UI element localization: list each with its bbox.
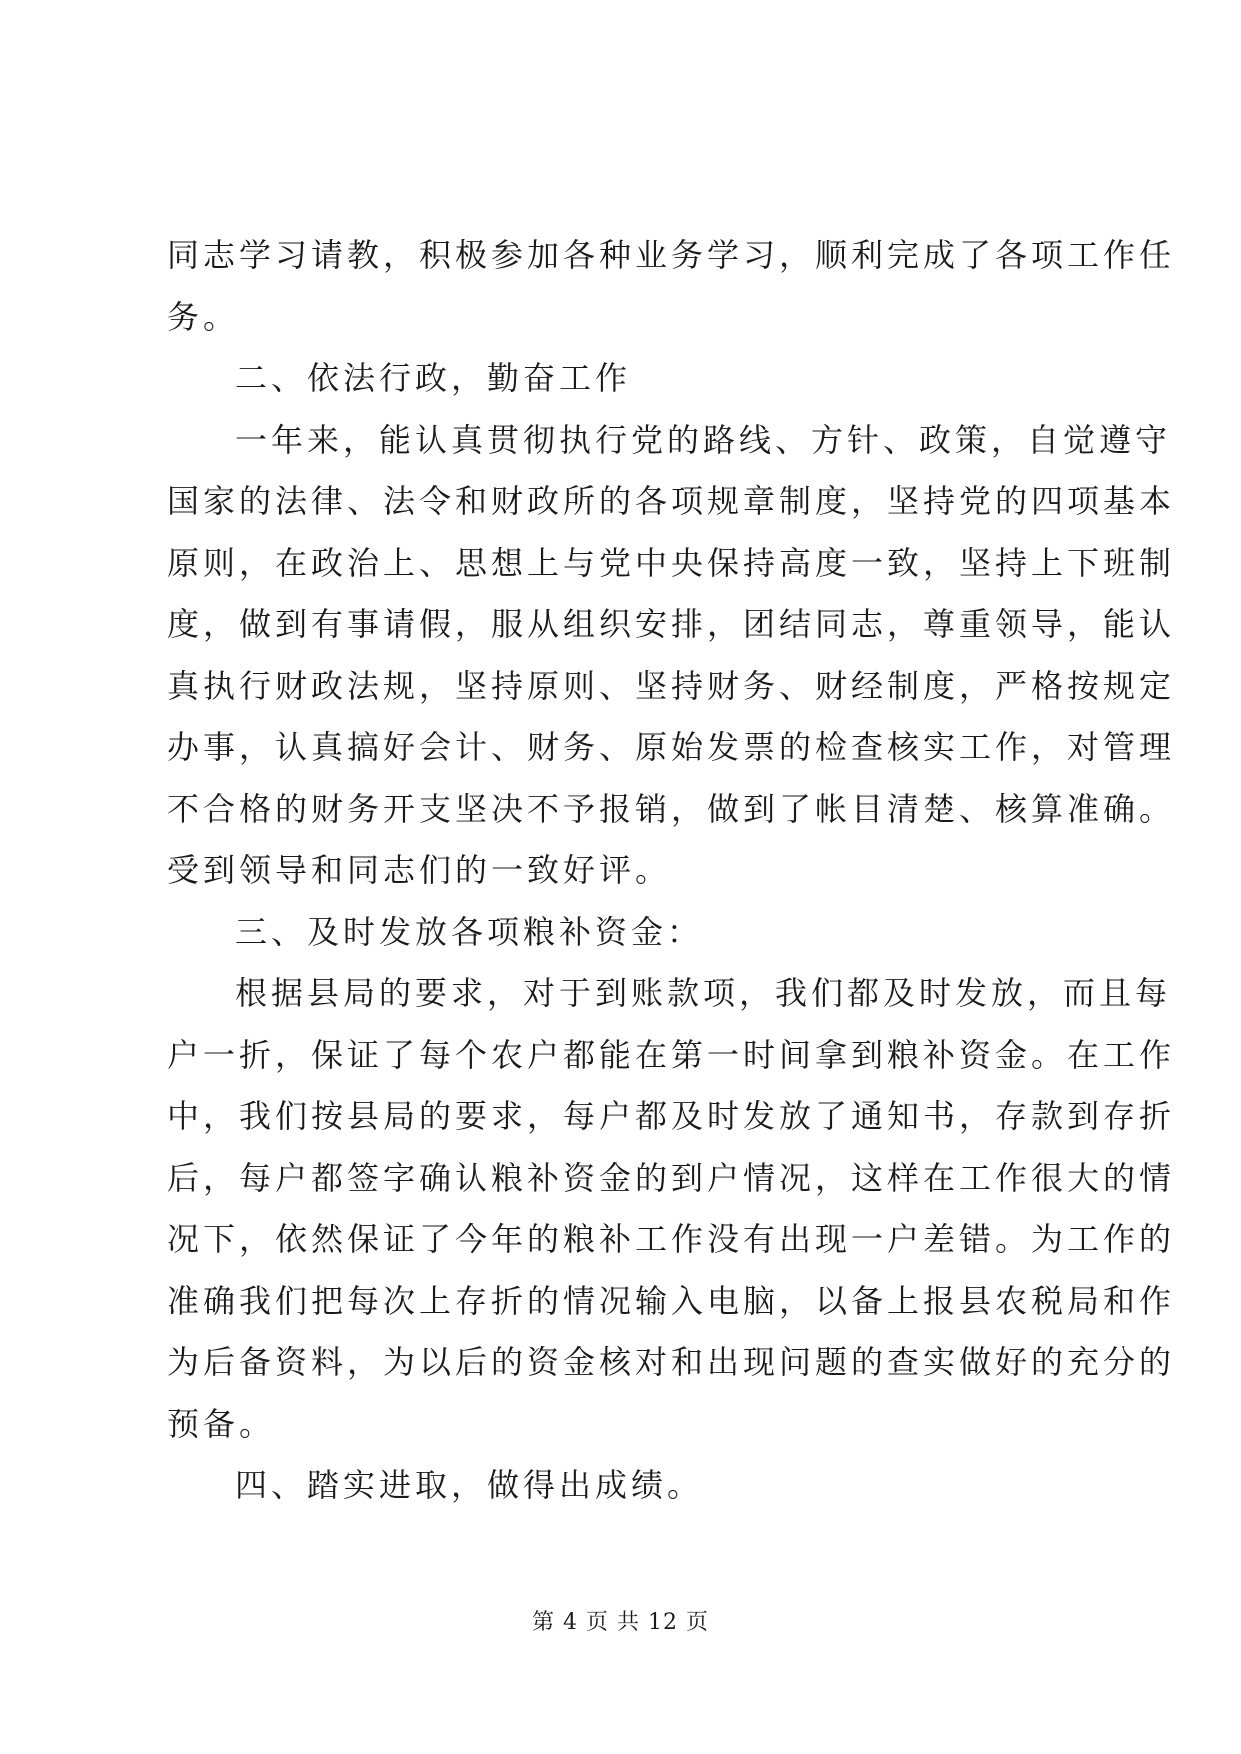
text-line: 预备。	[167, 1404, 276, 1443]
text-line: 办事，认真搞好会计、财务、原始发票的检查核实工作，对管理	[167, 728, 1176, 766]
text-line: 不合格的财务开支坚决不予报销，做到了帐目清楚、核算准确。	[167, 789, 1176, 828]
document-body	[167, 225, 1176, 1517]
text-line: 一年来，能认真贯彻执行党的路线、方针、政策，自觉遵守	[235, 420, 1172, 459]
text-line: 受到领导和同志们的一致好评。	[167, 851, 672, 889]
page-number-label: 第 4 页 共 12 页	[532, 1610, 709, 1635]
section-heading: 四、踏实进取，做得出成绩。	[235, 1466, 704, 1504]
page-footer	[0, 1605, 1241, 1636]
text-line: 户一折，保证了每个农户都能在第一时间拿到粮补资金。在工作	[167, 1035, 1176, 1074]
text-line: 原则，在政治上、思想上与党中央保持高度一致，坚持上下班制	[167, 543, 1176, 582]
text-line: 准确我们把每次上存折的情况输入电脑，以备上报县农税局和作	[167, 1281, 1176, 1320]
section-heading: 三、及时发放各项粮补资金：	[235, 912, 704, 951]
text-line: 真执行财政法规，坚持原则、坚持财务、财经制度，严格按规定	[167, 666, 1176, 705]
text-line: 后，每户都签字确认粮补资金的到户情况，这样在工作很大的情	[167, 1158, 1176, 1197]
text-line: 根据县局的要求，对于到账款项，我们都及时发放，而且每	[235, 974, 1172, 1012]
text-line: 况下，依然保证了今年的粮补工作没有出现一户差错。为工作的	[167, 1220, 1176, 1258]
section-heading: 二、依法行政，勤奋工作	[235, 359, 632, 397]
text-line: 国家的法律、法令和财政所的各项规章制度，坚持党的四项基本	[167, 482, 1176, 520]
text-line: 度，做到有事请假，服从组织安排，团结同志，尊重领导，能认	[167, 605, 1176, 643]
text-line: 同志学习请教，积极参加各种业务学习，顺利完成了各项工作任	[167, 236, 1176, 274]
text-line: 中，我们按县局的要求，每户都及时发放了通知书，存款到存折	[167, 1097, 1176, 1135]
text-line: 务。	[167, 297, 240, 336]
text-line: 为后备资料，为以后的资金核对和出现问题的查实做好的充分的	[167, 1343, 1176, 1381]
